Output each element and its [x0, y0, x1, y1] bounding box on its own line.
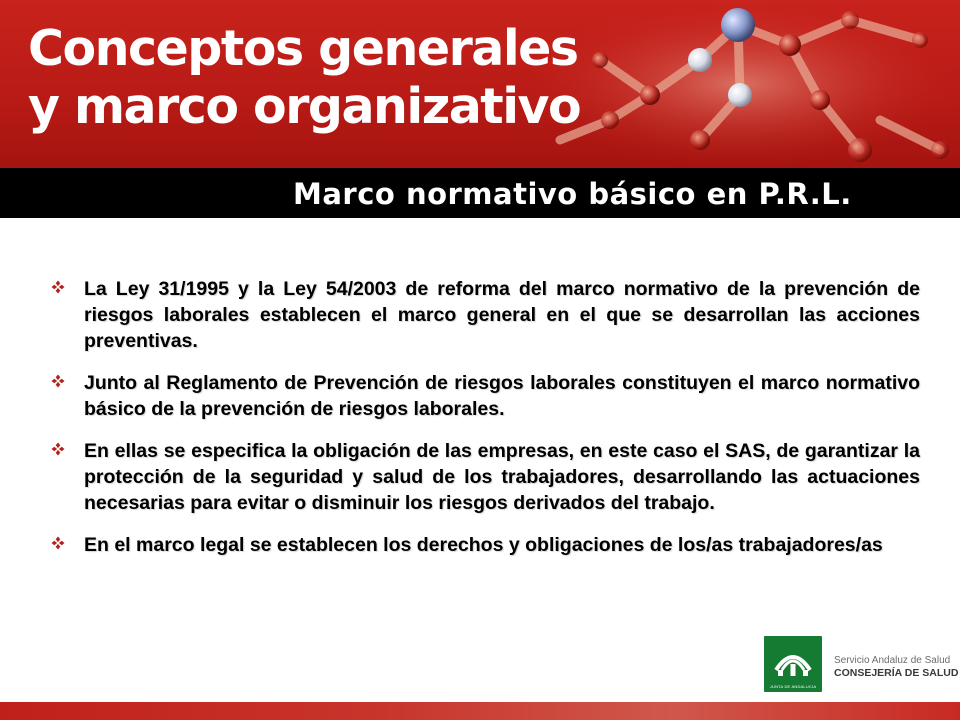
diamond-bullet-icon [51, 374, 65, 388]
diamond-bullet-icon [51, 536, 65, 550]
junta-logo-box [764, 636, 822, 692]
list-item-text: Junto al Reglamento de Prevención de riesgos laborales constituyen el marco normativo básico de la prevención de riesgos laborales. [84, 372, 920, 420]
list-item [50, 438, 920, 516]
junta-de-andalucia-emblem-icon [768, 640, 818, 678]
diamond-bullet-icon [51, 280, 65, 294]
bottom-decorative-strip [0, 702, 960, 720]
list-item [50, 532, 920, 558]
junta-logo-text: JUNTA DE ANDALUCIA [769, 684, 817, 689]
slide-subtitle: Marco normativo básico en P.R.L. [293, 177, 852, 211]
title-line-2: y marco organizativo [28, 78, 581, 135]
list-item-text: En ellas se especifica la obligación de las empresas, en este caso el SAS, de garantizar la protección de la seguridad y salud de los trabajadores, desarrollando las actuaciones necesarias para evitar o disminuir los riesgos derivados del trabajo. [84, 440, 920, 514]
logo-department-name: CONSEJERÍA DE SALUD [834, 667, 959, 679]
list-item-text: En el marco legal se establecen los derechos y obligaciones de los/as trabajadores/as [84, 534, 883, 556]
bullet-list [50, 276, 920, 574]
title-line-1: Conceptos generales [28, 20, 578, 77]
diamond-bullet-icon [51, 442, 65, 456]
list-item-text: La Ley 31/1995 y la Ley 54/2003 de reforma del marco normativo de la prevención de riesgos laborales establecen el marco general en el que se desarrollan las acciones preventivas. [84, 278, 920, 352]
sas-logo [764, 636, 959, 692]
presentation-title [28, 20, 580, 136]
list-item [50, 276, 920, 354]
list-item [50, 370, 920, 422]
logo-organization-name: Servicio Andaluz de Salud [834, 655, 951, 666]
header-banner [0, 0, 960, 168]
subtitle-bar [0, 168, 960, 218]
